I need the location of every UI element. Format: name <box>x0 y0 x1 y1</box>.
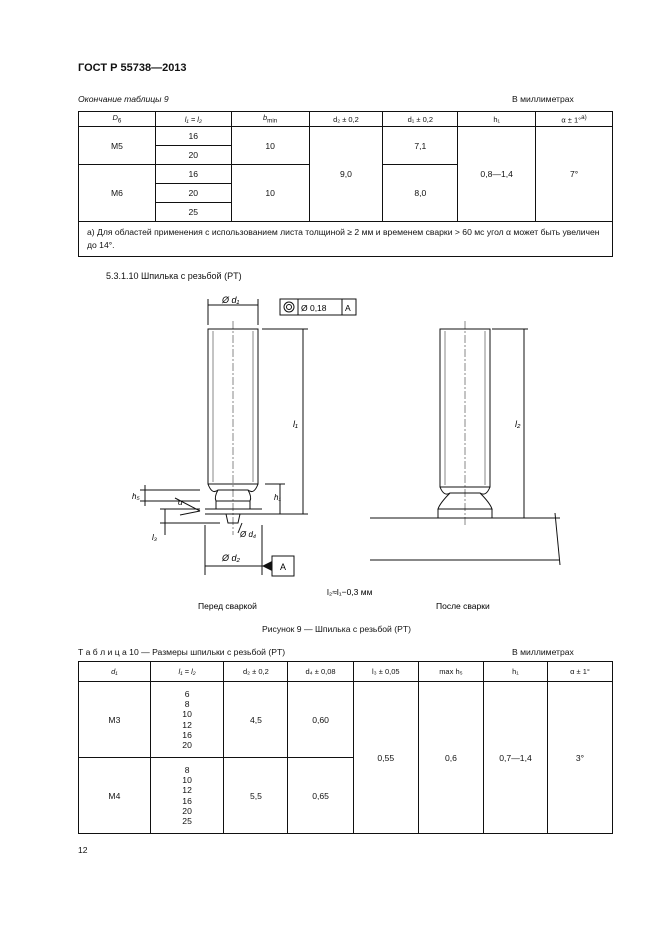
table9-cell-l: 25 <box>155 203 231 222</box>
table9-col-h1: h₁ <box>458 112 536 127</box>
table9-footnote-row <box>79 222 613 257</box>
table10-col-d1: d₁ <box>79 662 151 682</box>
table10-cell-h5: 0,6 <box>418 682 483 834</box>
label-l3: l₃ <box>152 533 157 542</box>
label-l2: l₂ <box>515 419 521 429</box>
table10-units: В миллиметрах <box>512 647 574 657</box>
table10-cell-h1: 0,7—1,4 <box>483 682 547 834</box>
label-h1: h₁ <box>274 493 281 502</box>
table10-cell-m3: M3 <box>79 682 151 758</box>
table9 <box>78 111 613 257</box>
table9-caption: Окончание таблицы 9 <box>78 94 169 104</box>
table10-caption: Т а б л и ц а 10 — Размеры шпильки с резьбой (PT) <box>78 647 286 657</box>
table9-cell-h1: 0,8—1,4 <box>458 127 536 222</box>
label-d4: Ø d₄ <box>240 530 257 539</box>
label-alpha: α <box>178 498 183 507</box>
table10-cell-lengths: 6 8 10 12 16 20 <box>150 682 224 758</box>
table10-col-l3: l₃ ± 0,05 <box>353 662 418 682</box>
table9-cell-d1: 8,0 <box>383 165 458 222</box>
table9-cell-b: 10 <box>231 127 309 165</box>
figure-9 <box>0 285 661 625</box>
label-d2: Ø d₂ <box>222 553 240 563</box>
table9-footnote: а) Для областей применения с использованием листа толщиной ≥ 2 мм и временем сварки > 60 мс угол α может быть увеличен до 14°. <box>79 222 613 257</box>
table10 <box>78 661 613 834</box>
table9-col-d2: d₂ ± 0,2 <box>309 112 383 127</box>
table10-cell-d4: 0,65 <box>288 758 353 834</box>
table10-cell-m4: M4 <box>79 758 151 834</box>
table10-cell-d2: 5,5 <box>224 758 288 834</box>
table9-cell-d1: 7,1 <box>383 127 458 165</box>
table9-col-l: l₁ = l₂ <box>155 112 231 127</box>
table9-col-alpha: α ± 1°$^{a)}$ <box>536 112 613 127</box>
label-datum: A <box>280 562 287 572</box>
table9-cell-d2: 9,0 <box>309 127 383 222</box>
table-row <box>79 682 613 758</box>
label-d1: Ø d₁ <box>222 295 240 305</box>
document-header: ГОСТ Р 55738—2013 <box>78 62 187 74</box>
table9-cell-m5: M5 <box>79 127 156 165</box>
section-title: 5.3.1.10 Шпилька с резьбой (PT) <box>106 271 242 281</box>
label-l1: l₁ <box>293 419 298 429</box>
table9-cell-m6: M6 <box>79 165 156 222</box>
figure-caption: Рисунок 9 — Шпилька с резьбой (PT) <box>262 624 411 634</box>
stud-after-welding <box>370 321 560 565</box>
table9-col-d1: d₁ ± 0,2 <box>383 112 458 127</box>
table9-cell-b: 10 <box>231 165 309 222</box>
table9-units: В миллиметрах <box>512 94 574 104</box>
tolerance-datum: A <box>345 303 351 313</box>
table10-col-h5: max h₅ <box>418 662 483 682</box>
tolerance-value: Ø 0,18 <box>301 303 327 313</box>
stud-before-welding <box>140 299 308 575</box>
table10-col-d2: d₂ ± 0,2 <box>224 662 288 682</box>
table10-cell-alpha: 3° <box>548 682 613 834</box>
table10-col-l: l₁ = l₂ <box>150 662 224 682</box>
table10-cell-d2: 4,5 <box>224 682 288 758</box>
figure-after-label: После сварки <box>436 601 490 611</box>
figure-relation: l₂≈l₁−0,3 мм <box>327 587 373 597</box>
table9-col-d6: $D_6$ <box>79 112 156 127</box>
figure-before-label: Перед сваркой <box>198 601 257 611</box>
table9-cell-l: 16 <box>155 127 231 146</box>
table10-col-alpha: α ± 1° <box>548 662 613 682</box>
label-h5: h₅ <box>132 492 140 501</box>
table10-col-h1: h₁ <box>483 662 547 682</box>
table10-col-d4: d₄ ± 0,08 <box>288 662 353 682</box>
table9-cell-l: 20 <box>155 146 231 165</box>
table10-cell-d4: 0,60 <box>288 682 353 758</box>
table10-cell-l3: 0,55 <box>353 682 418 834</box>
table10-header-row <box>79 662 613 682</box>
table9-cell-l: 16 <box>155 165 231 184</box>
page-number: 12 <box>78 845 88 855</box>
table9-cell-alpha: 7° <box>536 127 613 222</box>
table10-cell-lengths: 8 10 12 16 20 25 <box>150 758 224 834</box>
table9-header-row <box>79 112 613 127</box>
concentricity-icon <box>284 302 294 312</box>
table9-cell-l: 20 <box>155 184 231 203</box>
table9-col-bmin: $b_{min}$ <box>231 112 309 127</box>
table-row <box>79 127 613 146</box>
